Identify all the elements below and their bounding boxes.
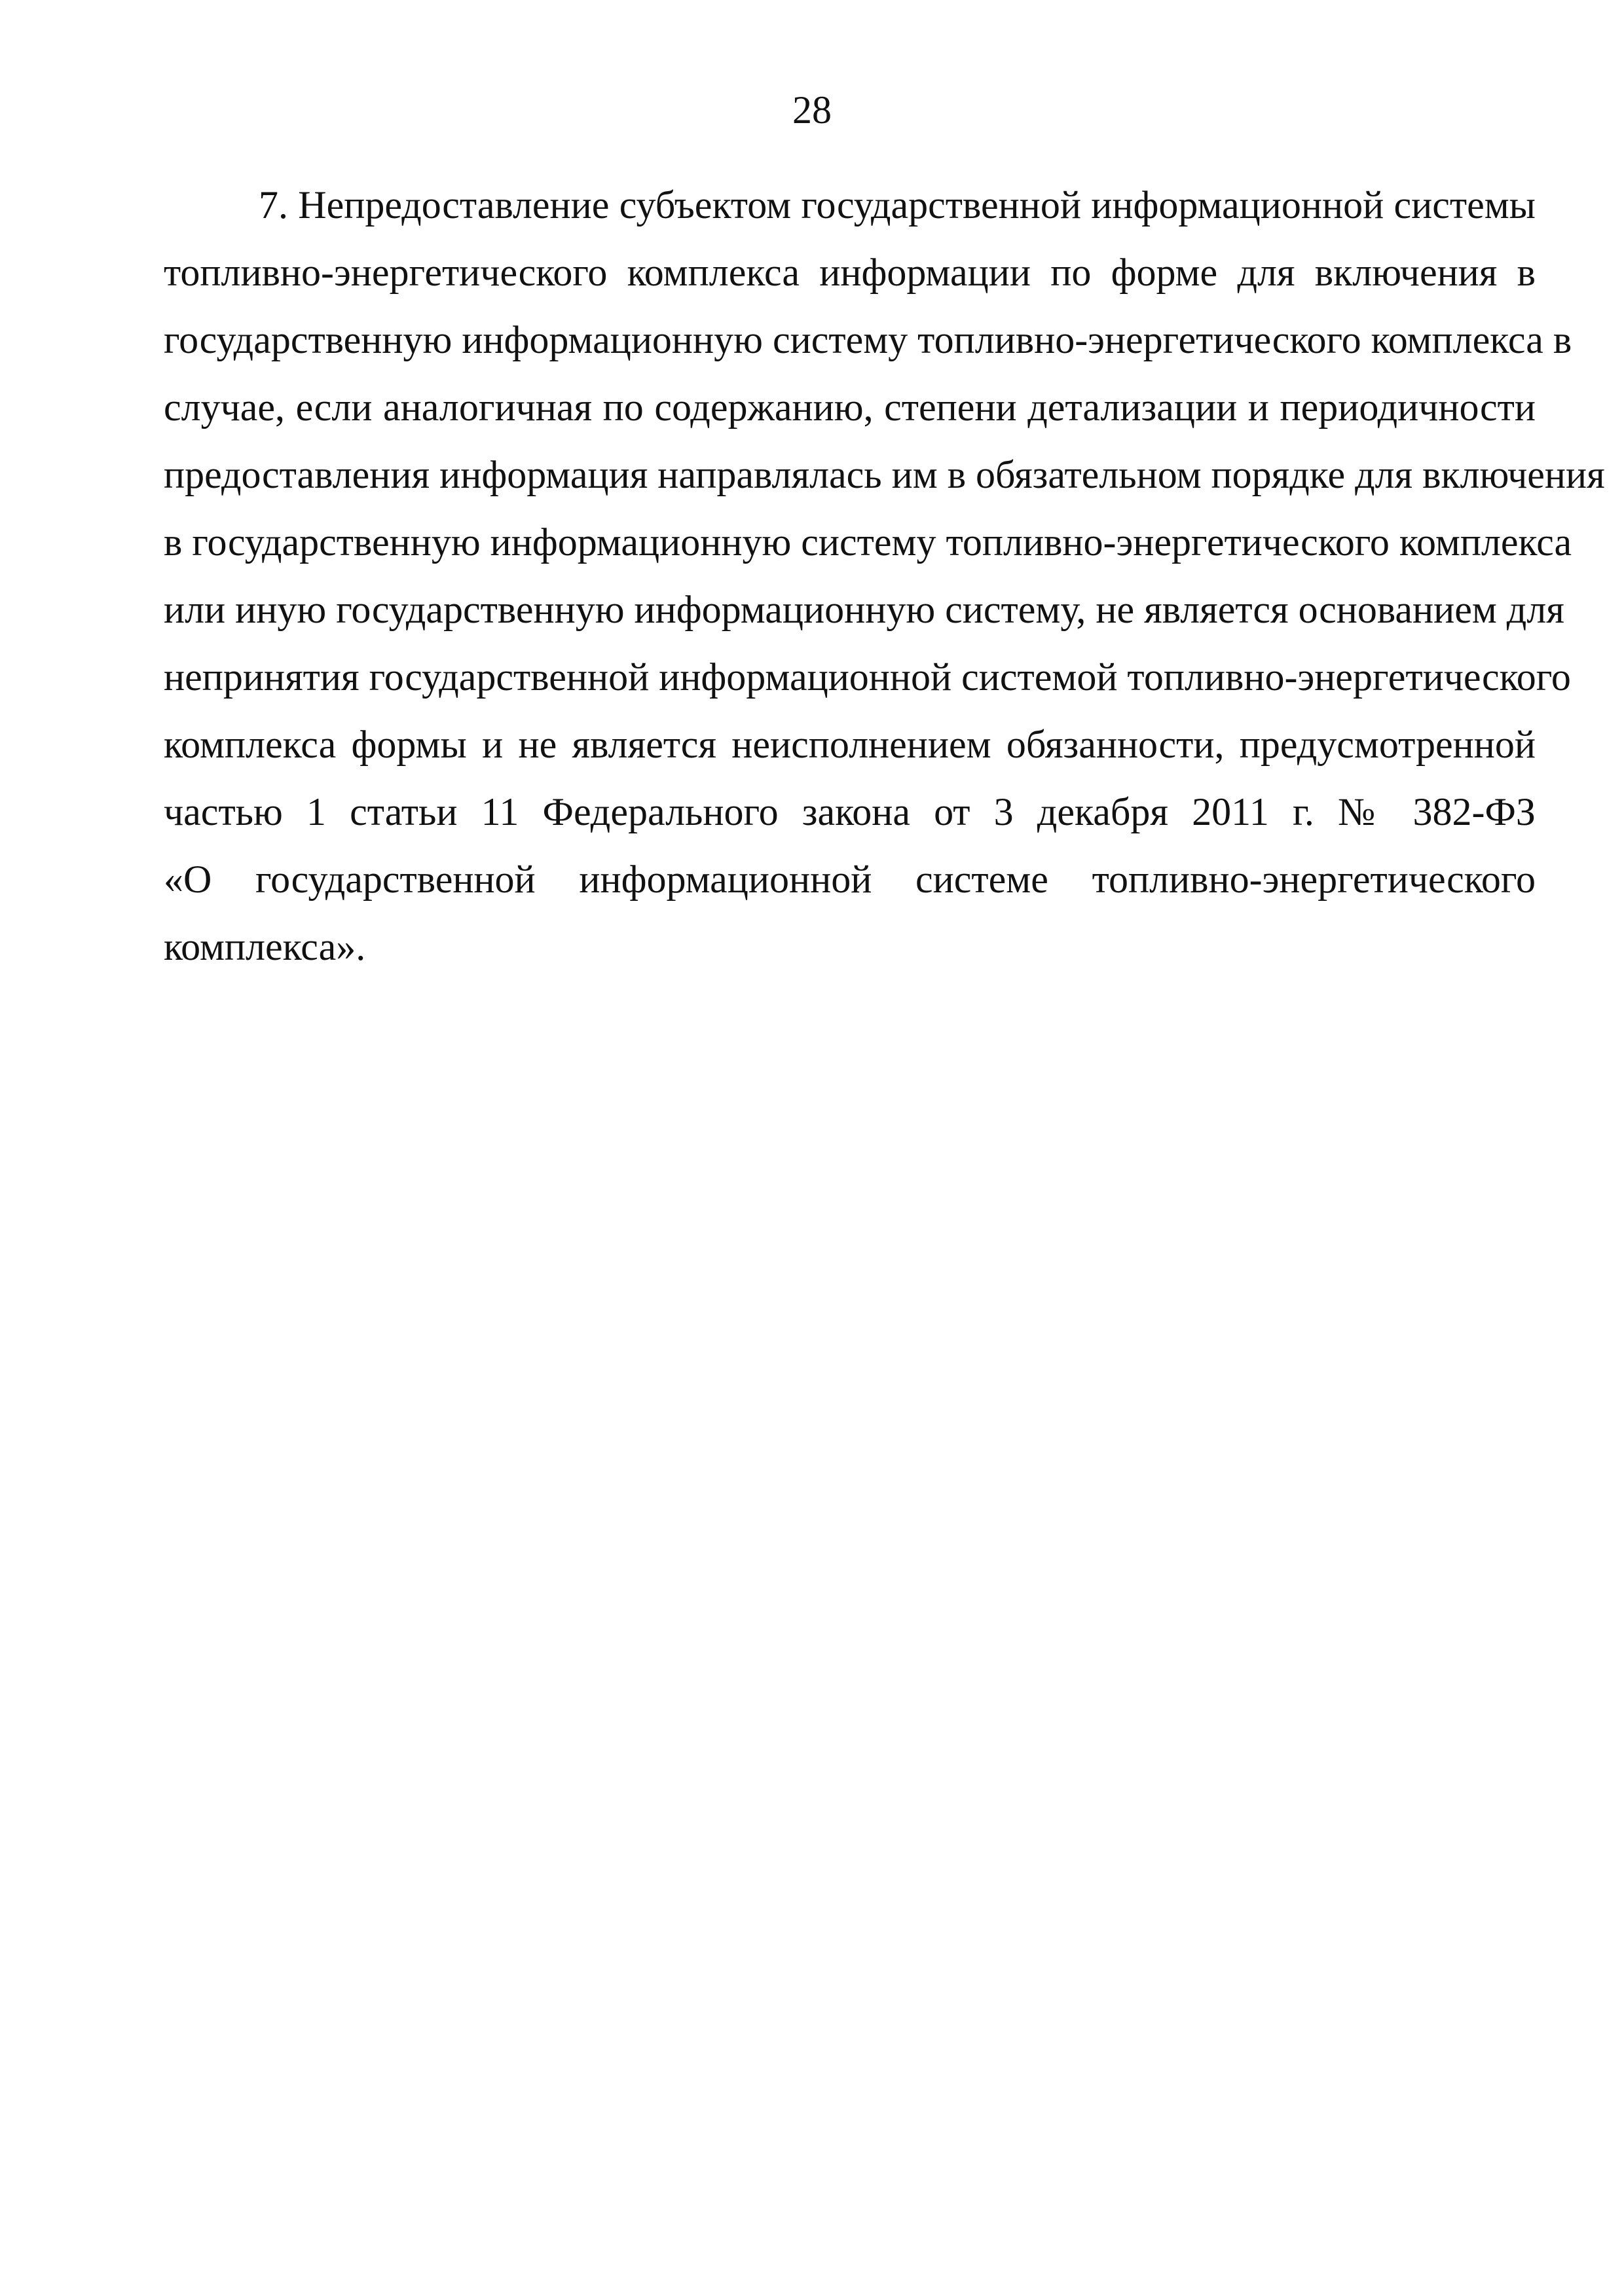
paragraph-line: комплекса».: [164, 925, 366, 968]
page-number: 28: [792, 88, 832, 132]
paragraph-7: [164, 172, 1605, 981]
paragraph-line: комплекса формы и не является неисполнением обязанности, предусмотренной: [164, 723, 1536, 766]
paragraph-line: непринятия государственной информационной системой топливно-энергетического: [164, 655, 1571, 699]
paragraph-line: или иную государственную информационную систему, не является основанием для: [164, 588, 1564, 631]
paragraph-line: «О государственной информационной системе топливно-энергетического: [164, 858, 1536, 901]
paragraph-line: топливно-энергетического комплекса информации по форме для включения в: [164, 251, 1536, 294]
paragraph-line: в государственную информационную систему топливно-энергетического комплекса: [164, 520, 1572, 564]
paragraph-line: частью 1 статьи 11 Федерального закона от 3 декабря 2011 г. № 382-ФЗ: [164, 790, 1536, 833]
paragraph-line: 7. Непредоставление субъектом государственной информационной системы: [259, 183, 1536, 227]
paragraph-line: государственную информационную систему топливно-энергетического комплекса в: [164, 318, 1572, 361]
paragraph-line: предоставления информация направлялась им в обязательном порядке для включения: [164, 453, 1605, 496]
paragraph-line: случае, если аналогичная по содержанию, степени детализации и периодичности: [164, 386, 1536, 429]
